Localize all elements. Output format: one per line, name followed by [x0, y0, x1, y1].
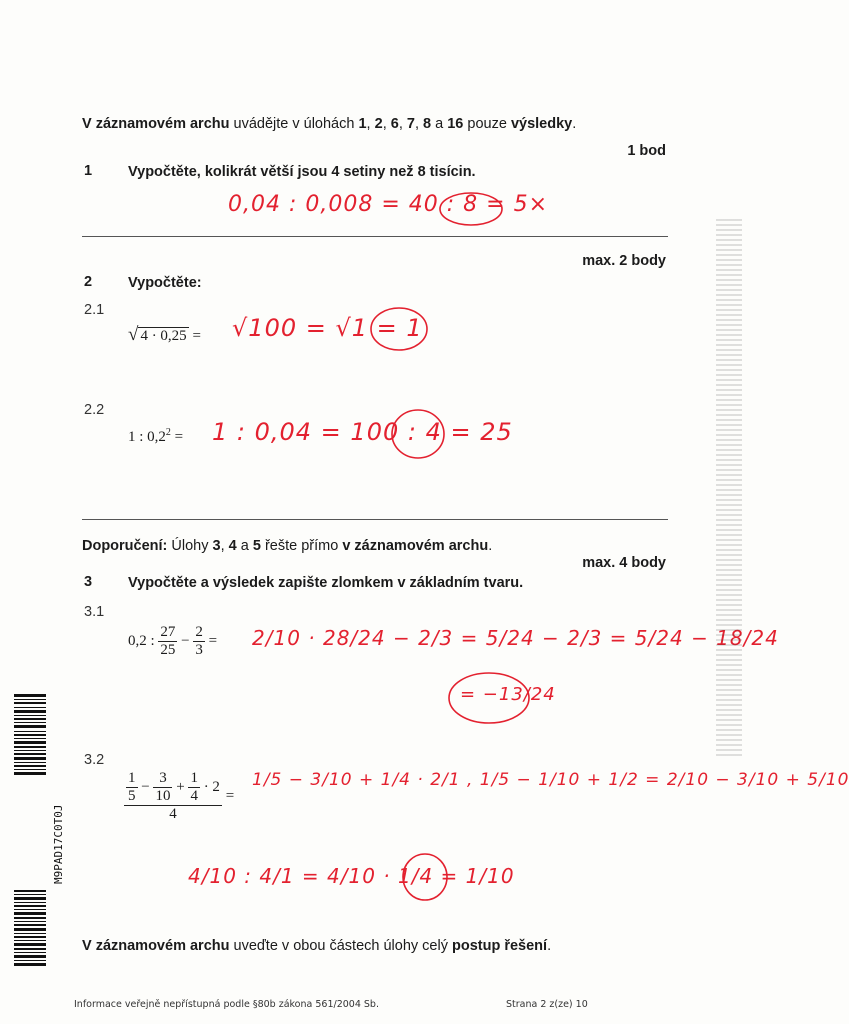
answer-circle-task-3-2 [400, 852, 450, 902]
task-1-number: 1 [84, 163, 93, 179]
answer-circle-task-2-2 [390, 408, 446, 460]
task-3-text: Vypočtěte a výsledek zapište zlomkem v základním tvaru. [128, 575, 524, 591]
task-2-points: max. 2 body [582, 253, 666, 269]
equals-sign: = [225, 787, 235, 804]
barcode-text: M9PAD17C0T0J [52, 804, 65, 884]
instruction-bold-archu: v záznamovém archu [342, 538, 489, 554]
subtask-3-2-number: 3.2 [84, 752, 105, 768]
handwriting-task-2-1: √100 = √1 = 1 [232, 314, 423, 342]
denominator: 3 [195, 642, 203, 658]
equals-sign: = [208, 632, 218, 649]
instruction-text: pouze [463, 116, 511, 132]
barcode-icon [14, 694, 46, 966]
fraction [193, 624, 205, 659]
instruction-sep: , [398, 116, 407, 132]
task-3-points: max. 4 body [582, 555, 666, 571]
instruction-sep: a [236, 538, 253, 554]
barcode [14, 694, 65, 966]
instruction-bold-archu: V záznamovém archu [82, 938, 230, 954]
instruction-recommendation [82, 537, 492, 555]
fraction [153, 770, 172, 805]
instruction-task-7: 7 [406, 116, 415, 132]
task-2-number: 2 [84, 274, 93, 290]
equals-sign: = [174, 429, 184, 445]
instruction-bold-archu: V záznamovém archu [82, 116, 230, 132]
denominator: 5 [128, 788, 136, 804]
subtask-2-2-number: 2.2 [84, 402, 105, 418]
instruction-task-4: 4 [228, 538, 237, 554]
instruction-sep: , [414, 116, 424, 132]
expression-base: 1 : 0,2 [128, 429, 166, 445]
instruction-task-2: 2 [374, 116, 383, 132]
instruction-period: . [488, 538, 493, 554]
compound-fraction [124, 770, 222, 823]
instruction-task-6: 6 [390, 116, 399, 132]
denominator: 25 [160, 642, 176, 658]
denominator: 4 [190, 788, 198, 804]
instruction-text: Úlohy [167, 538, 213, 554]
subtask-2-1-expression: √ 4 · 0,25 = [128, 324, 201, 345]
instruction-task-1: 1 [358, 116, 367, 132]
instruction-text: řešte přímo [260, 538, 343, 554]
handwriting-task-3-1-line2: = −13/24 [460, 684, 556, 705]
plus-sign: + [176, 778, 185, 795]
instruction-task-5: 5 [252, 538, 261, 554]
task-1-points: 1 bod [627, 143, 666, 159]
expression-lead: 0,2 : [128, 632, 155, 649]
instruction-full-procedure [82, 937, 551, 955]
instruction-sep: , [220, 538, 229, 554]
instruction-bold-results: výsledky [510, 116, 573, 132]
subtask-3-1-number: 3.1 [84, 604, 105, 620]
task-1-text: Vypočtěte, kolikrát větší jsou 4 setiny než 8 tisícin. [128, 164, 476, 180]
handwriting-task-3-2-line2: 4/10 : 4/1 = 4/10 · 1/4 = 1/10 [188, 864, 515, 888]
instruction-sep: , [366, 116, 375, 132]
instruction-text: uveďte v obou částech úlohy celý [229, 938, 452, 954]
subtask-3-1-expression [128, 624, 217, 659]
instruction-sep: , [382, 116, 391, 132]
answer-circle-task-2-1 [368, 306, 430, 352]
side-fine-print [716, 216, 742, 756]
recommendation-label: Doporučení: [82, 538, 168, 554]
fraction [126, 770, 138, 805]
instruction-results-only [82, 115, 576, 133]
exponent: 2 [165, 427, 171, 438]
equals-sign: = [192, 328, 201, 344]
instruction-bold-procedure: postup řešení [452, 938, 548, 954]
numerator: 3 [159, 770, 167, 786]
subtask-2-2-expression [128, 427, 183, 446]
answer-circle-task-1 [438, 191, 504, 227]
numerator: 27 [160, 624, 176, 640]
handwriting-task-1: 0,04 : 0,008 = 40 : 8 = 5× [228, 192, 549, 217]
instruction-period: . [572, 116, 577, 132]
fraction [188, 770, 200, 805]
numerator: 1 [128, 770, 136, 786]
handwriting-task-2-2: 1 : 0,04 = 100 : 4 = 25 [212, 418, 513, 446]
answer-circle-task-3-1 [446, 670, 532, 726]
subtask-2-1-number: 2.1 [84, 302, 105, 318]
instruction-task-3: 3 [212, 538, 221, 554]
denominator: 10 [155, 788, 171, 804]
minus-sign: − [181, 632, 190, 649]
compound-numerator [124, 770, 222, 805]
compound-denominator: 4 [124, 805, 222, 823]
subtask-3-2-expression [124, 770, 234, 823]
handwriting-task-3-2-line1: 1/5 − 3/10 + 1/4 · 2/1 , 1/5 − 1/10 + 1/2 = 2/10 − 3/10 + 5/10 [252, 770, 849, 790]
footer-page-number: Strana 2 z(ze) 10 [506, 999, 588, 1010]
instruction-task-16: 16 [447, 116, 464, 132]
instruction-sep: a [431, 116, 448, 132]
radicand: 4 · 0,25 [140, 328, 187, 344]
instruction-text: uvádějte v úlohách [229, 116, 359, 132]
section-divider [82, 236, 668, 237]
task-3-number: 3 [84, 574, 93, 590]
footer-confidentiality: Informace veřejně nepřístupná podle §80b zákona 561/2004 Sb. [74, 999, 379, 1010]
times-factor: · 2 [203, 778, 220, 795]
handwriting-task-3-1-line1: 2/10 · 28/24 − 2/3 = 5/24 − 2/3 = 5/24 − 18/24 [252, 626, 779, 650]
instruction-period: . [547, 938, 552, 954]
numerator: 2 [195, 624, 203, 640]
fraction [158, 624, 177, 659]
numerator: 1 [190, 770, 198, 786]
section-divider [82, 519, 668, 520]
minus-sign: − [141, 778, 150, 795]
task-2-text: Vypočtěte: [128, 275, 202, 291]
instruction-task-8: 8 [423, 116, 432, 132]
